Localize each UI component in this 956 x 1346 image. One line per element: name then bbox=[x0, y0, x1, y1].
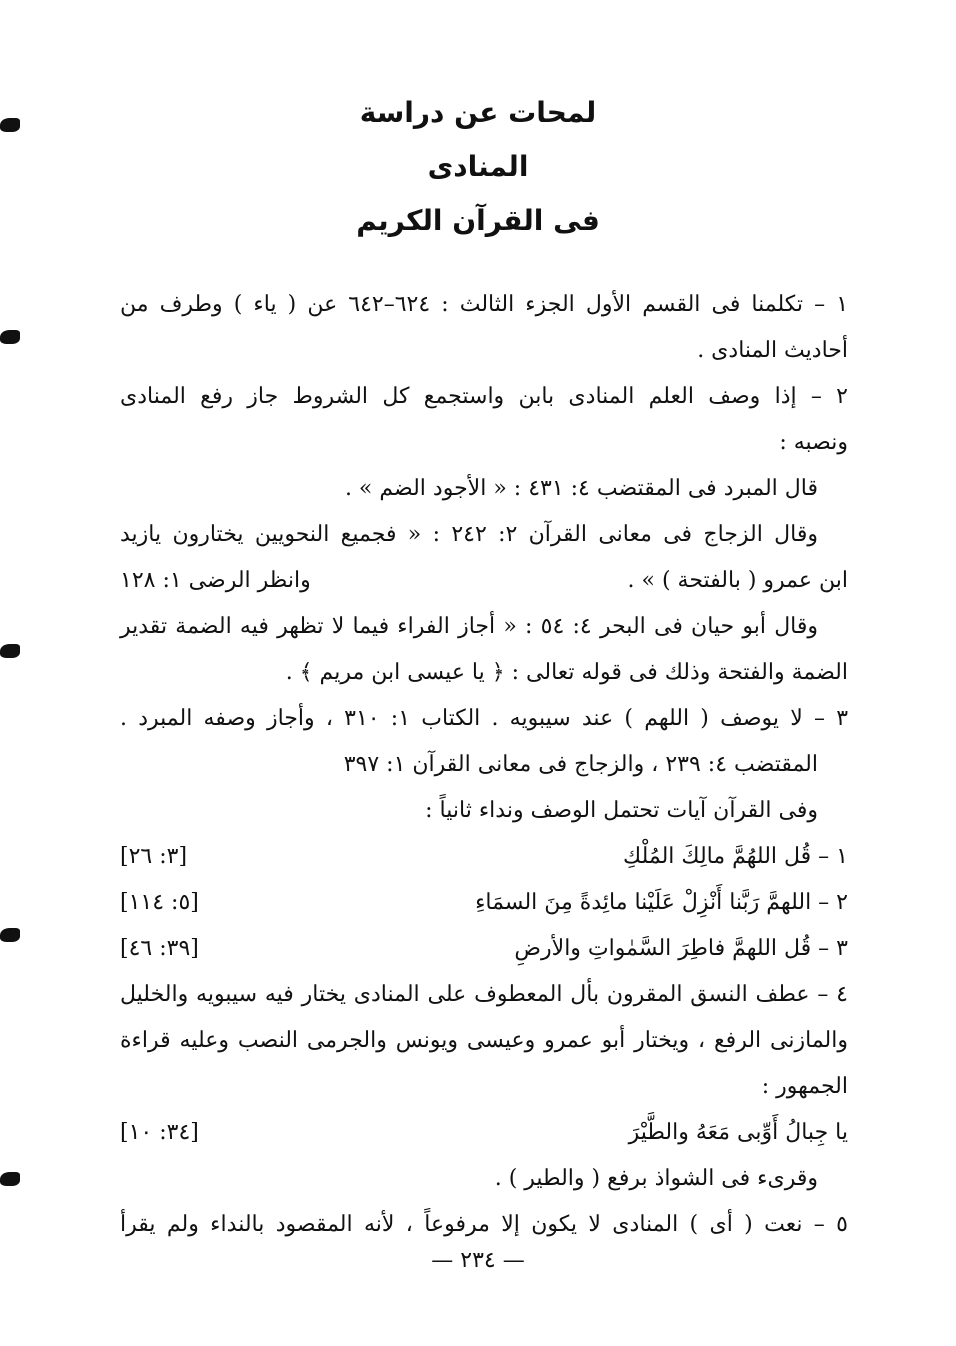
title-line-3: فى القرآن الكريم bbox=[356, 204, 600, 237]
line-text: ٣ – قُل اللهمَّ فاطِرَ السَّمٰواتِ والأرضِ bbox=[514, 936, 848, 961]
text-line bbox=[120, 328, 848, 374]
text-line bbox=[120, 1202, 848, 1248]
page-title bbox=[0, 86, 956, 248]
reference-label: [٣: ٢٦] bbox=[120, 844, 188, 869]
text-line bbox=[120, 604, 848, 650]
reference-label: [٣٩: ٤٦] bbox=[120, 936, 199, 961]
line-text: المقتضب ٤: ٢٣٩ ، والزجاج فى معانى القرآن ١: ٣٩٧ bbox=[343, 752, 818, 777]
line-text: وقال الزجاج فى معانى القرآن ٢: ٢٤٢ : « فجميع النحويين يختارون يازيد bbox=[120, 522, 818, 547]
binding-mark bbox=[0, 330, 20, 344]
line-text: ٢ – إذا وصف العلم المنادى بابن واستجمع كل الشروط جاز رفع المنادى bbox=[120, 384, 848, 409]
line-text: ٢ – اللهمَّ رَبَّنا أَنْزِلْ عَلَيْنا مائِدةً مِنَ السمَاءِ bbox=[475, 890, 848, 915]
text-line bbox=[120, 696, 848, 742]
text-line bbox=[120, 788, 848, 834]
binding-mark bbox=[0, 1172, 20, 1186]
line-text: قال المبرد فى المقتضب ٤: ٤٣١ : « الأجود الضم » . bbox=[344, 476, 818, 501]
text-line bbox=[120, 466, 848, 512]
title-line-2: المنادى bbox=[427, 150, 529, 183]
verse-line bbox=[120, 834, 848, 880]
text-line bbox=[120, 374, 848, 420]
line-text: والمازنى الرفع ، ويختار أبو عمرو وعيسى ويونس والجرمى النصب وعليه قراءة bbox=[120, 1028, 848, 1053]
line-text: ١ – قُل اللهُمَّ مالِكَ المُلْكِ bbox=[623, 844, 848, 869]
line-text: وقرىء فى الشواذ برفع ( والطير ) . bbox=[494, 1166, 818, 1191]
text-line bbox=[120, 1018, 848, 1064]
line-text: الضمة والفتحة وذلك فى قوله تعالى : ﴿ يا عيسى ابن مريم ﴾ . bbox=[285, 660, 848, 685]
verse-line bbox=[120, 880, 848, 926]
text-line bbox=[120, 742, 848, 788]
line-text: ٥ – نعت ( أى ) المنادى لا يكون إلا مرفوعاً ، لأنه المقصود بالنداء ولم يقرأ bbox=[120, 1212, 848, 1237]
line-text: ابن عمرو ( بالفتحة ) » . bbox=[627, 568, 848, 593]
text-line bbox=[120, 972, 848, 1018]
line-text: يا جِبالُ أَوِّبى مَعَهُ والطَّيْرَ bbox=[628, 1120, 848, 1145]
line-text: ٤ – عطف النسق المقرون بأل المعطوف على المنادى يختار فيه سيبويه والخليل bbox=[120, 982, 848, 1007]
reference-label: وانظر الرضى ١: ١٢٨ bbox=[120, 568, 311, 593]
line-text: وفى القرآن آيات تحتمل الوصف ونداء ثانياً : bbox=[425, 798, 818, 823]
text-line bbox=[120, 1064, 848, 1110]
reference-label: [٥: ١١٤] bbox=[120, 890, 199, 915]
text-line bbox=[120, 558, 848, 604]
binding-mark bbox=[0, 928, 20, 942]
line-text: ١ – تكلمنا فى القسم الأول الجزء الثالث : ٦٢٤–٦٤٢ عن ( ياء ) وطرف من bbox=[120, 292, 849, 317]
line-text: الجمهور : bbox=[761, 1074, 848, 1099]
reference-label: [٣٤: ١٠] bbox=[120, 1120, 199, 1145]
text-line bbox=[120, 282, 848, 328]
text-line bbox=[120, 420, 848, 466]
title-line-1: لمحات عن دراسة bbox=[359, 96, 597, 129]
verse-line bbox=[120, 926, 848, 972]
text-line bbox=[120, 650, 848, 696]
text-line bbox=[120, 1156, 848, 1202]
binding-mark bbox=[0, 644, 20, 658]
page-number: — ٢٣٤ — bbox=[431, 1248, 525, 1273]
line-text: ٣ – لا يوصف ( اللهم ) عند سيبويه . الكتاب ١: ٣١٠ ، وأجاز وصفه المبرد . bbox=[120, 706, 849, 731]
text-line bbox=[120, 512, 848, 558]
body-text bbox=[120, 282, 848, 1248]
line-text: وقال أبو حيان فى البحر ٤: ٥٤ : « أجاز الفراء فيما لا تظهر فيه الضمة تقدير bbox=[120, 614, 819, 639]
line-text: أحاديث المنادى . bbox=[697, 338, 848, 363]
verse-line bbox=[120, 1110, 848, 1156]
line-text: ونصبه : bbox=[779, 430, 848, 455]
